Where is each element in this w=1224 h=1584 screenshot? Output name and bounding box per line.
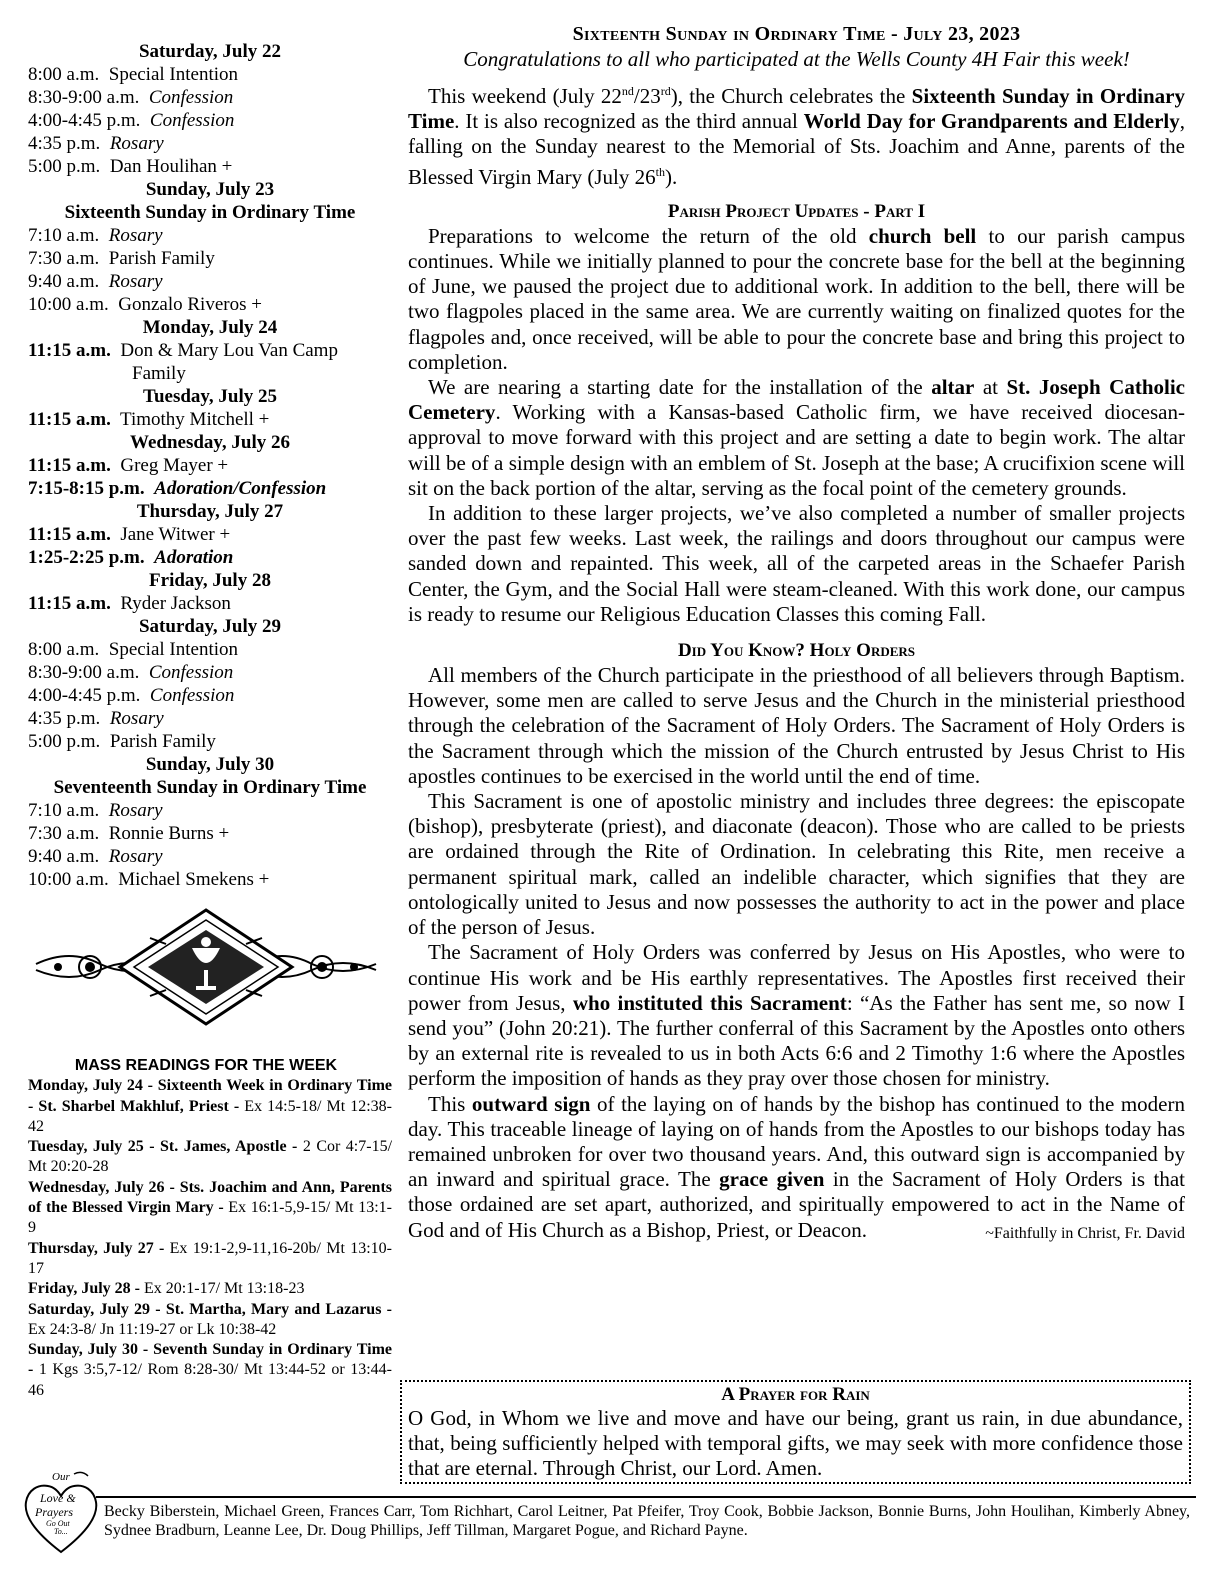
project-paragraph-bell: Preparations to welcome the return of the old church bell to our parish campus continues. While we initially planned to pour the concrete base for the bell at the beginning of June, we paused the project due to additional work. In addition to the bell, there will be two flagpoles placed in the same area. We are currently waiting on finalized quotes for the flagpoles and, once received, will be able to pour the concrete base and bring this project to completion. [408,223,1186,374]
entry-time: 7:30 a.m. [28,248,100,269]
reading-entry [28,1076,392,1137]
entry-time: 4:00-4:45 p.m. [28,110,141,131]
reading-refs: Ex 16:1-5,9-15/ Mt 13:1-9 [28,1199,393,1237]
schedule-entry [28,638,392,661]
entry-intention: Rosary [108,225,163,246]
reading-entry [28,1137,392,1178]
entry-intention: Parish Family [108,248,215,269]
schedule-entry [28,845,392,868]
holy-orders-paragraph-2: This Sacrament is one of apostolic ministry and includes three degrees: the episcopate (bishop), presbyterate (priest), and diaconate (deacon). Those who are called to be priests are ordained through the Rite of Ordination. In celebrating this Rite, men receive a permanent spiritual mark, called an indelible character, which signifies that they are ontologically united to Jesus and now possesses the authority to act in the power and place of the person of Jesus. [408,789,1185,940]
schedule-day-heading: Friday, July 28 [149,570,271,591]
schedule-entry [28,592,392,615]
mass-schedule [28,40,392,891]
entry-time: 8:00 a.m. [28,64,100,85]
entry-intention: Gonzalo Riveros + [118,294,262,315]
schedule-day-heading: Monday, July 24 [142,317,278,338]
prayer-title: A Prayer for Rain [721,1384,870,1405]
logo-line-4: Go Out [46,1519,70,1528]
entry-time: 8:30-9:00 a.m. [28,662,140,683]
reading-entry [28,1239,392,1280]
entry-time: 11:15 a.m. [28,340,111,361]
schedule-entry [28,224,392,247]
entry-time: 7:15-8:15 p.m. [28,478,145,499]
entry-time: 7:10 a.m. [28,800,100,821]
entry-time: 4:00-4:45 p.m. [28,685,141,706]
entry-time: 11:15 a.m. [28,593,111,614]
entry-intention: Adoration [154,547,234,568]
entry-intention: Jane Witwer + [120,524,231,545]
schedule-entry [28,293,392,316]
schedule-entry [28,799,392,822]
entry-time: 4:35 p.m. [28,708,101,729]
entry-intention: Special Intention [108,64,239,85]
footer-divider [96,1496,1196,1498]
entry-time: 9:40 a.m. [28,271,100,292]
entry-time: 11:15 a.m. [28,409,111,430]
schedule-entry [28,339,392,362]
reading-refs: Ex 24:3-8/ Jn 11:19-27 or Lk 10:38-42 [28,1320,277,1338]
reading-day-label: Sunday, July 30 - Seventh Sunday in Ordinary Time - [28,1341,392,1379]
entry-intention: Rosary [108,800,163,821]
reading-refs: Ex 20:1-17/ Mt 13:18-23 [140,1280,305,1298]
page-title: Sixteenth Sunday in Ordinary Time - July 23, 2023 [572,23,1021,45]
reading-entry [28,1300,392,1341]
reading-day-label: Tuesday, July 25 - St. James, Apostle - [28,1138,298,1156]
schedule-entry [28,454,392,477]
reading-day-label: Friday, July 28 - [28,1280,141,1298]
schedule-entry [28,270,392,293]
schedule-entry [28,477,392,500]
entry-intention: Rosary [109,708,164,729]
entry-intention: Special Intention [108,639,239,660]
entry-intention: Confession [149,110,235,131]
holy-orders-paragraph-1: All members of the Church participate in the priesthood of all believers through Baptism. However, some men are called to serve Jesus and the Church in the ministerial priesthood through the celebration of the Sacrament of Holy Orders. The Sacrament of Holy Orders is the Sacrament through which the mission of the Church entrusted by Jesus Christ to His apostles continues to be exercised in the world until the end of time. [408,663,1185,788]
schedule-entry [28,63,392,86]
schedule-entry [28,730,392,753]
entry-time: 11:15 a.m. [28,455,111,476]
schedule-entry [28,247,392,270]
schedule-day-subtitle: Sixteenth Sunday in Ordinary Time [64,202,356,223]
schedule-entry [28,523,392,546]
schedule-entry [28,86,392,109]
did-you-know-title: Did You Know? Holy Orders [677,640,916,662]
main-column [408,22,1185,1246]
project-paragraph-altar: We are nearing a starting date for the installation of the altar at St. Joseph Catholic Cemetery. Working with a Kansas-based Catholic firm, we have received diocesan-approval to move forward with this project and are setting a date to begin work. The altar will be of a simple design with an emblem of St. Joseph at the base; A crucifixion scene will sit on the back portion of the altar, serving as the focal point of the cemetery grounds. [408,375,1186,500]
logo-line-1: Our [52,1471,70,1483]
entry-intention: Rosary [108,846,163,867]
reading-day-label: Wednesday, July 26 - Sts. Joachim and Ann, Parents of the Blessed Virgin Mary - [28,1178,392,1217]
reading-refs: 1 Kgs 3:5,7-12/ Rom 8:28-30/ Mt 13:44-52 or 13:44-46 [28,1361,392,1399]
entry-intention: Michael Smekens + [118,869,270,890]
entry-time: 1:25-2:25 p.m. [28,547,145,568]
love-and-prayers-heart-logo [22,1468,100,1556]
schedule-entry [28,132,392,155]
readings-list [28,1076,392,1401]
entry-time: 7:30 a.m. [28,823,100,844]
logo-line-2: Love & [40,1491,76,1505]
entry-time: 9:40 a.m. [28,846,100,867]
reading-refs: 2 Cor 4:7-15/ Mt 20:20-28 [28,1138,393,1176]
schedule-day-heading: Saturday, July 22 [138,41,281,62]
schedule-entry [28,661,392,684]
schedule-day-heading: Sunday, July 23 [145,179,275,200]
entry-intention: Ronnie Burns + [108,823,230,844]
schedule-entry [28,155,392,178]
schedule-entry [28,408,392,431]
schedule-entry [28,109,392,132]
entry-time: 5:00 p.m. [28,156,101,177]
signature: ~Faithfully in Christ, Fr. David [985,1224,1185,1242]
schedule-entry [28,546,392,569]
entry-intention-continued: Family [132,363,186,384]
entry-intention: Adoration/Confession [154,478,327,499]
chalice-ornament-icon [30,908,382,1026]
logo-line-3: Prayers [35,1505,73,1519]
entry-intention: Timothy Mitchell + [120,409,270,430]
entry-time: 11:15 a.m. [28,524,111,545]
schedule-day-heading: Thursday, July 27 [136,501,284,522]
schedule-entry [28,684,392,707]
schedule-day-heading: Saturday, July 29 [138,616,281,637]
prayer-text: O God, in Whom we live and move and have our being, grant us rain, in due abundance, that, being sufficiently helped with temporal gifts, we may seek with more confidence those that are eternal. Through Christ, our Lord. Amen. [408,1406,1183,1480]
parish-project-title: Parish Project Updates - Part I [667,200,926,222]
entry-intention: Confession [148,87,234,108]
entry-intention: Don & Mary Lou Van Camp [120,340,338,361]
entry-intention: Rosary [108,271,163,292]
schedule-day-subtitle: Seventeenth Sunday in Ordinary Time [53,777,367,798]
reading-entry [28,1340,392,1401]
schedule-list [28,40,392,891]
logo-line-5: To... [54,1527,68,1536]
entry-time: 10:00 a.m. [28,294,109,315]
entry-intention: Dan Houlihan + [109,156,233,177]
entry-intention: Parish Family [109,731,216,752]
schedule-day-heading: Tuesday, July 25 [143,386,277,407]
schedule-day-heading: Sunday, July 30 [145,754,275,775]
entry-time: 8:00 a.m. [28,639,100,660]
entry-intention: Greg Mayer + [120,455,229,476]
reading-day-label: Thursday, July 27 - [28,1239,165,1257]
readings-header: MASS READINGS FOR THE WEEK [74,1057,338,1074]
schedule-entry [28,868,392,891]
reading-day-label: Monday, July 24 - Sixteenth Week in Ordinary Time - St. Sharbel Makhluf, Priest - [28,1077,392,1115]
project-paragraph-smaller: In addition to these larger projects, we’ve also completed a number of smaller projects over the past few weeks. Last week, the railings and doors throughout our campus were sanded down and repainted. This week, all of the carpeted areas in the Schaefer Parish Center, the Gym, and the Social Hall were steam-cleaned. With this work done, our campus is ready to resume our Religious Education Classes this coming Fall. [408,501,1185,626]
reading-day-label: Saturday, July 29 - St. Martha, Mary and Lazarus - [28,1300,392,1318]
entry-time: 10:00 a.m. [28,869,109,890]
entry-time: 4:35 p.m. [28,133,101,154]
entry-intention: Rosary [109,133,164,154]
entry-intention: Confession [149,685,235,706]
reading-entry [28,1178,392,1239]
schedule-day-heading: Wednesday, July 26 [130,432,290,453]
holy-orders-paragraph-3: The Sacrament of Holy Orders was conferred by Jesus on His Apostles, who were to continue His work and be His earthly representatives. The Apostles first received their power from Jesus, who instituted this Sacrament: “As the Father has sent me, so now I send you” (John 20:21). The further conferral of this Sacrament by the Apostles onto others by an external rite is revealed to us in both Acts 6:6 and 2 Timothy 1:6 where the Apostles perform the imposition of hands as they pray over those chosen for ministry. [408,940,1186,1091]
intro-paragraph: This weekend (July 22nd/23rd), the Church celebrates the Sixteenth Sunday in Ordinary Time. It is also recognized as the third annual World Day for Grandparents and Elderly, falling on the Sunday nearest to the Memorial of Sts. Joachim and Anne, parents of the Blessed Virgin Mary (July 26th). [408,84,1185,189]
prayer-box [400,1380,1191,1484]
entry-time: 8:30-9:00 a.m. [28,87,140,108]
entry-intention: Confession [148,662,234,683]
entry-time: 5:00 p.m. [28,731,101,752]
schedule-entry [28,707,392,730]
reading-refs: Ex 14:5-18/ Mt 12:38-42 [28,1097,393,1135]
holy-orders-paragraph-4: This outward sign of the laying on of hands by the bishop has continued to the modern day. This traceable lineage of laying on of hands from the Apostles to our bishops today has remained unbroken for over two thousand years. And, this outward sign is accompanied by an inward and spiritual grace. The grace given in the Sacrament of Holy Orders is that those ordained are set apart, authorized, and spiritually empowered to act in the Name of God and of His Church as a Bishop, Priest, or Deacon. ~Faithfully in Christ, Fr. David [408,1092,1185,1246]
reading-entry [28,1279,392,1299]
reading-refs: Ex 19:1-2,9-11,16-20b/ Mt 13:10-17 [28,1239,393,1277]
schedule-entry [28,822,392,845]
prayer-list-names: Becky Biberstein, Michael Green, Frances Carr, Tom Richhart, Carol Leitner, Pat Pfeifer, Troy Cook, Bobbie Jackson, Bonnie Burns, John Houlihan, Kimberly Abney, Sydnee Bradburn, Leanne Lee, Dr. Doug Phillips, Jeff Tillman, Margaret Pogue, and Richard Payne. [104,1503,1190,1539]
mass-readings [28,1056,392,1401]
entry-intention: Ryder Jackson [120,593,231,614]
entry-time: 7:10 a.m. [28,225,100,246]
congrats-line: Congratulations to all who participated at the Wells County 4H Fair this week! [463,47,1130,71]
